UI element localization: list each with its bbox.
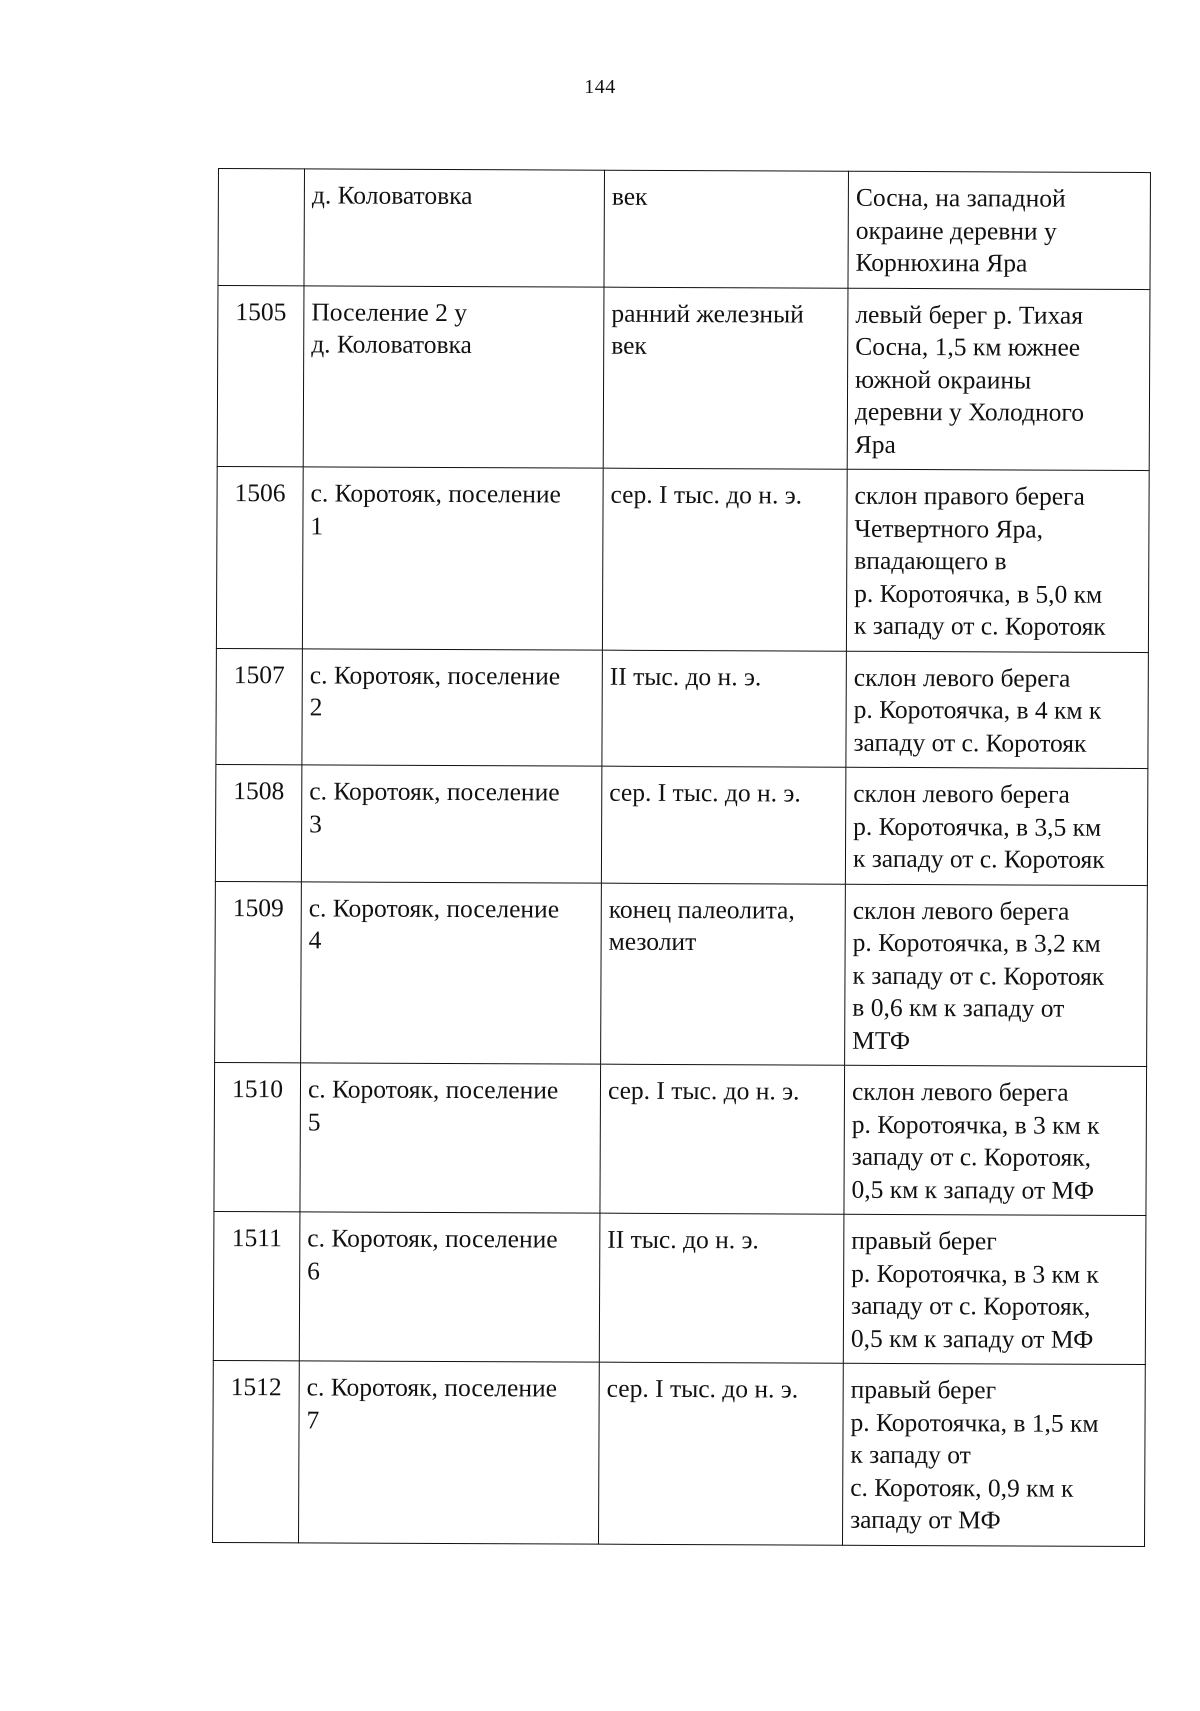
- site-name-cell: с. Коротояк, поселение 2: [302, 648, 603, 766]
- site-name-cell: с. Коротояк, поселение 3: [301, 765, 602, 883]
- site-dating-cell: сер. I тыс. до н. э.: [599, 1362, 844, 1545]
- site-dating-cell: II тыс. до н. э.: [599, 1213, 844, 1363]
- site-dating-cell: сер. I тыс. до н. э.: [602, 468, 847, 651]
- site-location-cell: Сосна, на западной окраине деревни у Корнюхина Яра: [848, 171, 1151, 289]
- site-location-cell: склон левого берега р. Коротоячка, в 3,2 км к западу от с. Коротояк в 0,6 км к западу от МТФ: [845, 884, 1148, 1067]
- site-number-cell: 1509: [215, 881, 302, 1063]
- site-number-cell: [218, 169, 305, 286]
- site-location-cell: правый берег р. Коротоячка, в 1,5 км к западу от с. Коротояк, 0,9 км к западу от МФ: [842, 1363, 1145, 1546]
- site-name-cell: с. Коротояк, поселение 6: [299, 1212, 600, 1362]
- site-dating-cell: век: [604, 170, 849, 288]
- site-number-cell: 1512: [213, 1360, 300, 1542]
- site-dating-cell: конец палеолита, мезолит: [601, 883, 846, 1066]
- table-row: [215, 881, 1148, 1067]
- table-row: [213, 1211, 1146, 1364]
- table-row: [216, 466, 1149, 652]
- site-number-cell: 1505: [217, 285, 304, 467]
- heritage-sites-table: [212, 168, 1151, 1547]
- site-location-cell: склон левого берега р. Коротоячка, в 3,5 км к западу от с. Коротояк: [845, 767, 1148, 885]
- site-location-cell: склон левого берега р. Коротоячка, в 4 км к западу от с. Коротояк: [846, 651, 1149, 769]
- table-row: [213, 1360, 1146, 1546]
- site-number-cell: 1508: [215, 764, 302, 881]
- site-dating-cell: сер. I тыс. до н. э.: [601, 766, 846, 884]
- table-row: [216, 648, 1148, 769]
- site-dating-cell: сер. I тыс. до н. э.: [600, 1064, 845, 1214]
- table-row: [217, 285, 1150, 471]
- table-row: [214, 1062, 1147, 1215]
- site-name-cell: д. Коловатовка: [304, 169, 605, 287]
- site-dating-cell: ранний железный век: [603, 287, 848, 470]
- table-row: [215, 764, 1147, 885]
- site-name-cell: с. Коротояк, поселение 7: [299, 1361, 600, 1544]
- page-number: 144: [584, 76, 616, 98]
- site-location-cell: склон левого берега р. Коротоячка, в 3 км к западу от с. Коротояк, 0,5 км к западу от МФ: [844, 1065, 1147, 1215]
- site-number-cell: 1507: [216, 648, 303, 765]
- site-name-cell: с. Коротояк, поселение 5: [300, 1063, 601, 1213]
- site-name-cell: с. Коротояк, поселение 1: [302, 467, 603, 650]
- table-row: [218, 169, 1150, 290]
- site-dating-cell: II тыс. до н. э.: [602, 650, 847, 768]
- site-location-cell: правый берег р. Коротоячка, в 3 км к западу от с. Коротояк, 0,5 км к западу от МФ: [843, 1214, 1146, 1364]
- site-name-cell: с. Коротояк, поселение 4: [301, 881, 602, 1064]
- site-location-cell: левый берег р. Тихая Сосна, 1,5 км южнее южной окраины деревни у Холодного Яра: [847, 288, 1150, 471]
- table-body: [213, 169, 1151, 1547]
- site-number-cell: 1506: [216, 466, 303, 648]
- site-number-cell: 1511: [213, 1211, 300, 1360]
- site-location-cell: склон правого берега Четвертного Яра, впадающего в р. Коротоячка, в 5,0 км к западу от с. Коротояк: [846, 469, 1149, 652]
- site-number-cell: 1510: [214, 1062, 301, 1211]
- site-name-cell: Поселение 2 у д. Коловатовка: [303, 285, 604, 468]
